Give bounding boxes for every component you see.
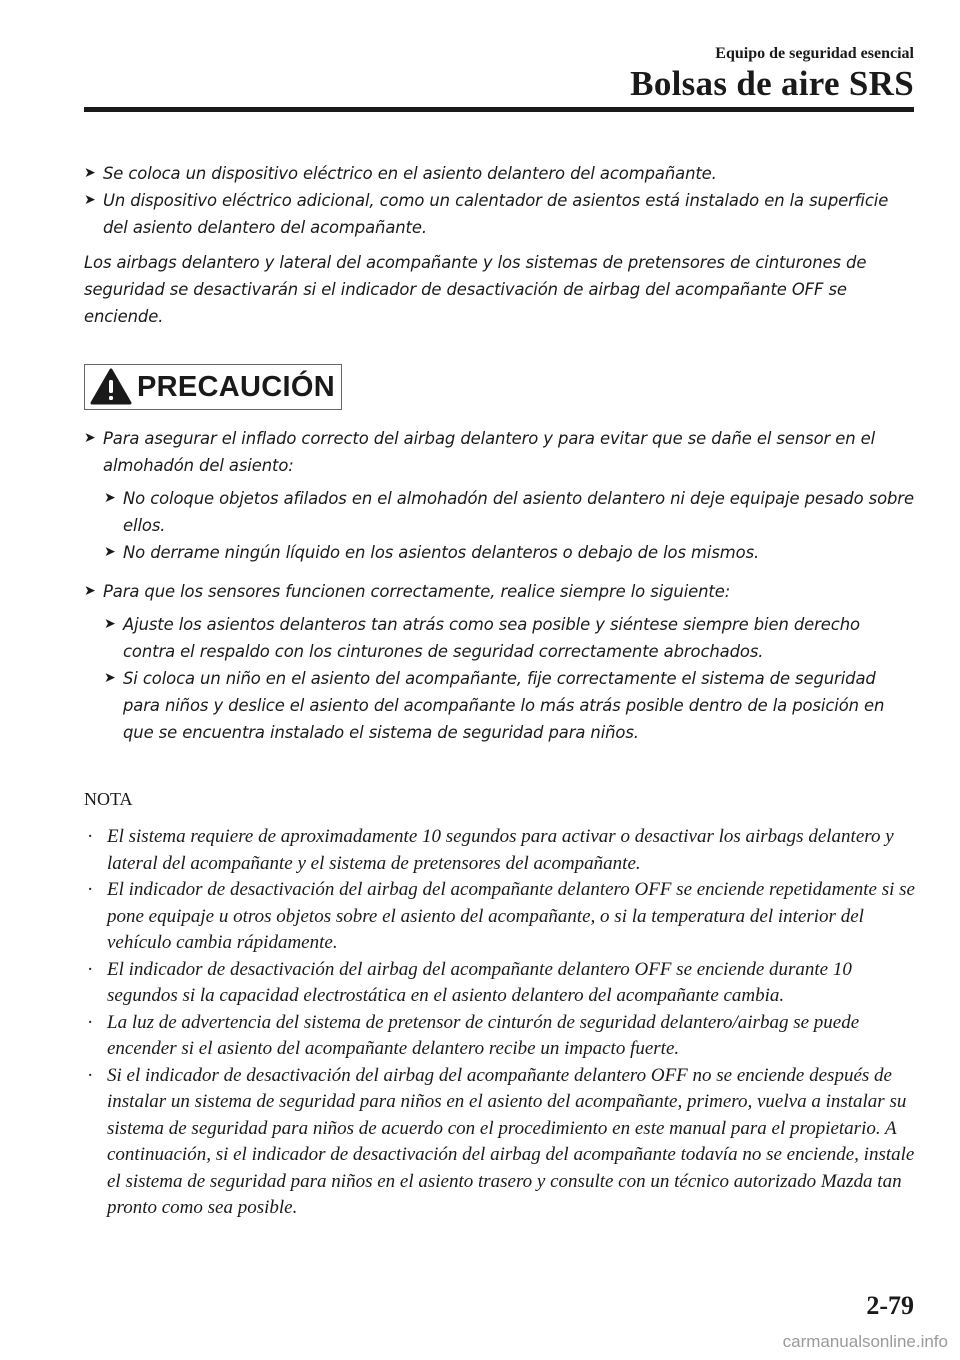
note-item: · El indicador de desactivación del airbag del acompañante delantero OFF se enciende durante 10 segundos si la capacidad electrostática en el asiento delantero del acompañante cambia.: [84, 957, 916, 1010]
triangle-bullet-icon: ➤: [104, 616, 116, 632]
note-section: [84, 786, 916, 1222]
intro-section: [84, 160, 916, 330]
dot-bullet-icon: ·: [87, 826, 94, 847]
note-item: · El indicador de desactivación del airbag del acompañante delantero OFF se enciende repetidamente si se pone equipaje u otros objetos sobre el asiento del acompañante, o si la temperatura del interior del vehículo cambia rápidamente.: [84, 877, 916, 957]
caution-header: [84, 364, 342, 410]
note-item: · El sistema requiere de aproximadamente 10 segundos para activar o desactivar los airbags delantero y lateral del acompañante y el sistema de pretensores del acompañante.: [84, 824, 916, 877]
caution-content: [84, 425, 916, 746]
caution-item: ➤ Para asegurar el inflado correcto del airbag delantero y para evitar que se dañe el sensor en el almohadón del asiento:: [84, 425, 916, 479]
warning-triangle-icon: [89, 367, 133, 407]
chapter-title: Bolsas de aire SRS: [630, 64, 914, 103]
triangle-bullet-icon: ➤: [84, 165, 96, 181]
caution-subitem: ➤ No coloque objetos afilados en el almohadón del asiento delantero ni deje equipaje pesado sobre ellos.: [104, 485, 916, 539]
triangle-bullet-icon: ➤: [104, 490, 116, 506]
note-item: · La luz de advertencia del sistema de pretensor de cinturón de seguridad delantero/airbag se puede encender si el asiento del acompañante delantero recibe un impacto fuerte.: [84, 1010, 916, 1063]
intro-bullet: ➤ Un dispositivo eléctrico adicional, como un calentador de asientos está instalado en la superficie del asiento delantero del acompañante.: [84, 187, 916, 241]
triangle-bullet-icon: ➤: [84, 583, 96, 599]
intro-bullet: ➤ Se coloca un dispositivo eléctrico en el asiento delantero del acompañante.: [84, 160, 916, 187]
triangle-bullet-icon: ➤: [104, 670, 116, 686]
triangle-bullet-icon: ➤: [84, 192, 96, 208]
dot-bullet-icon: ·: [87, 879, 94, 900]
note-title: NOTA: [84, 789, 133, 809]
watermark: carmanualsonline.info: [782, 1332, 948, 1351]
caution-label: PRECAUCIÓN: [137, 370, 335, 403]
page-number: 2-79: [866, 1291, 914, 1320]
dot-bullet-icon: ·: [87, 1064, 94, 1086]
note-item: · Si el indicador de desactivación del airbag del acompañante delantero OFF no se enciende después de instalar un sistema de seguridad para niños en el asiento del acompañante, primero, vuelva a instalar su sistema de seguridad para niños de acuerdo con el procedimiento en este manual para el propietario. A continuación, si el indicador de desactivación del airbag del acompañante todavía no se enciende, instale el sistema de seguridad para niños en el asiento trasero y consulte con un técnico autorizado Mazda tan pronto como sea posible.: [84, 1063, 916, 1222]
caution-subitem: ➤ Si coloca un niño en el asiento del acompañante, fije correctamente el sistema de seguridad para niños y deslice el asiento del acompañante lo más atrás posible dentro de la posición en que se encuentra instalado el sistema de seguridad para niños.: [104, 665, 916, 746]
intro-paragraph: Los airbags delantero y lateral del acompañante y los sistemas de pretensores de cinturones de seguridad se desactivarán si el indicador de desactivación de airbag del acompañante OFF se enciende.: [84, 253, 867, 326]
dot-bullet-icon: ·: [87, 958, 94, 980]
page-header: [84, 44, 914, 104]
caution-item: ➤ Para que los sensores funcionen correctamente, realice siempre lo siguiente:: [84, 578, 916, 605]
header-rule: [84, 107, 914, 112]
caution-subitem: ➤ Ajuste los asientos delanteros tan atrás como sea posible y siéntese siempre bien derecho contra el respaldo con los cinturones de seguridad correctamente abrochados.: [104, 611, 916, 665]
triangle-bullet-icon: ➤: [104, 544, 116, 560]
caution-subitem: ➤ No derrame ningún líquido en los asientos delanteros o debajo de los mismos.: [104, 539, 916, 566]
section-title: Equipo de seguridad esencial: [715, 45, 914, 62]
dot-bullet-icon: ·: [87, 1011, 94, 1033]
triangle-bullet-icon: ➤: [84, 430, 96, 446]
